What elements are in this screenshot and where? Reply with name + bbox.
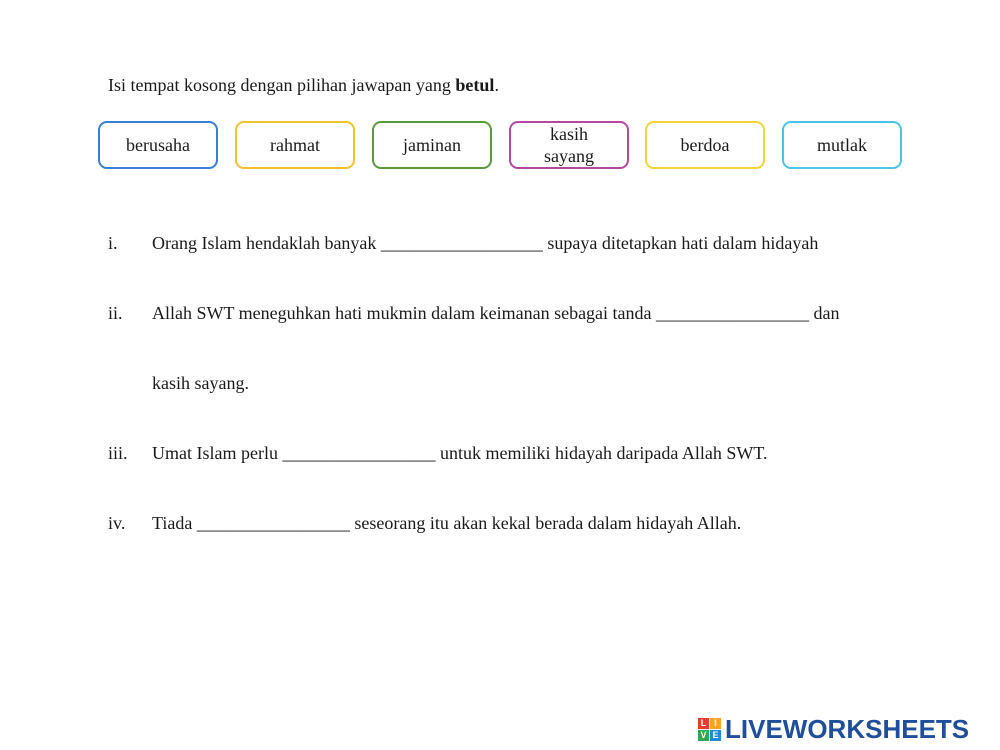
instruction-bold: betul: [455, 75, 495, 95]
question-text[interactable]: Tiada _________________ seseorang itu akan kekal berada dalam hidayah Allah.: [152, 513, 742, 533]
word-chip-label: berusaha: [126, 135, 190, 155]
question-number: i.: [108, 233, 118, 253]
question-text[interactable]: Allah SWT meneguhkan hati mukmin dalam keimanan sebagai tanda _________________ dan: [152, 303, 840, 323]
question-text[interactable]: Umat Islam perlu _________________ untuk memiliki hidayah daripada Allah SWT.: [152, 443, 768, 463]
question-number: ii.: [108, 303, 123, 323]
logo-mark-letter: I: [710, 718, 721, 729]
word-chip-label: berdoa: [680, 135, 730, 155]
word-chip-label: rahmat: [270, 135, 320, 155]
word-chip-berdoa[interactable]: [645, 121, 765, 169]
question-text[interactable]: Orang Islam hendaklah banyak __________________ supaya ditetapkan hati dalam hidayah: [152, 233, 819, 253]
instruction-text: [108, 74, 499, 96]
word-chip-berusaha[interactable]: [98, 121, 218, 169]
question-number: iv.: [108, 513, 126, 533]
word-chip-kasih-sayang[interactable]: [509, 121, 629, 169]
question-text-continued: kasih sayang.: [152, 373, 249, 393]
word-chip-jaminan[interactable]: [372, 121, 492, 169]
word-chip-label: mutlak: [817, 135, 867, 155]
logo-text: LIVEWORKSHEETS: [725, 713, 970, 744]
logo-mark-letter: L: [698, 718, 709, 729]
logo-mark-icon: [698, 718, 721, 741]
instruction-suffix: .: [494, 75, 499, 95]
liveworksheets-logo[interactable]: [698, 715, 969, 743]
word-chip-label: kasih sayang: [544, 124, 594, 166]
question-number: iii.: [108, 443, 128, 463]
word-chip-rahmat[interactable]: [235, 121, 355, 169]
word-chip-mutlak[interactable]: [782, 121, 902, 169]
logo-mark-letter: V: [698, 730, 709, 741]
logo-mark-letter: E: [710, 730, 721, 741]
instruction-prefix: Isi tempat kosong dengan pilihan jawapan yang: [108, 75, 456, 95]
word-chip-label: jaminan: [403, 135, 461, 155]
